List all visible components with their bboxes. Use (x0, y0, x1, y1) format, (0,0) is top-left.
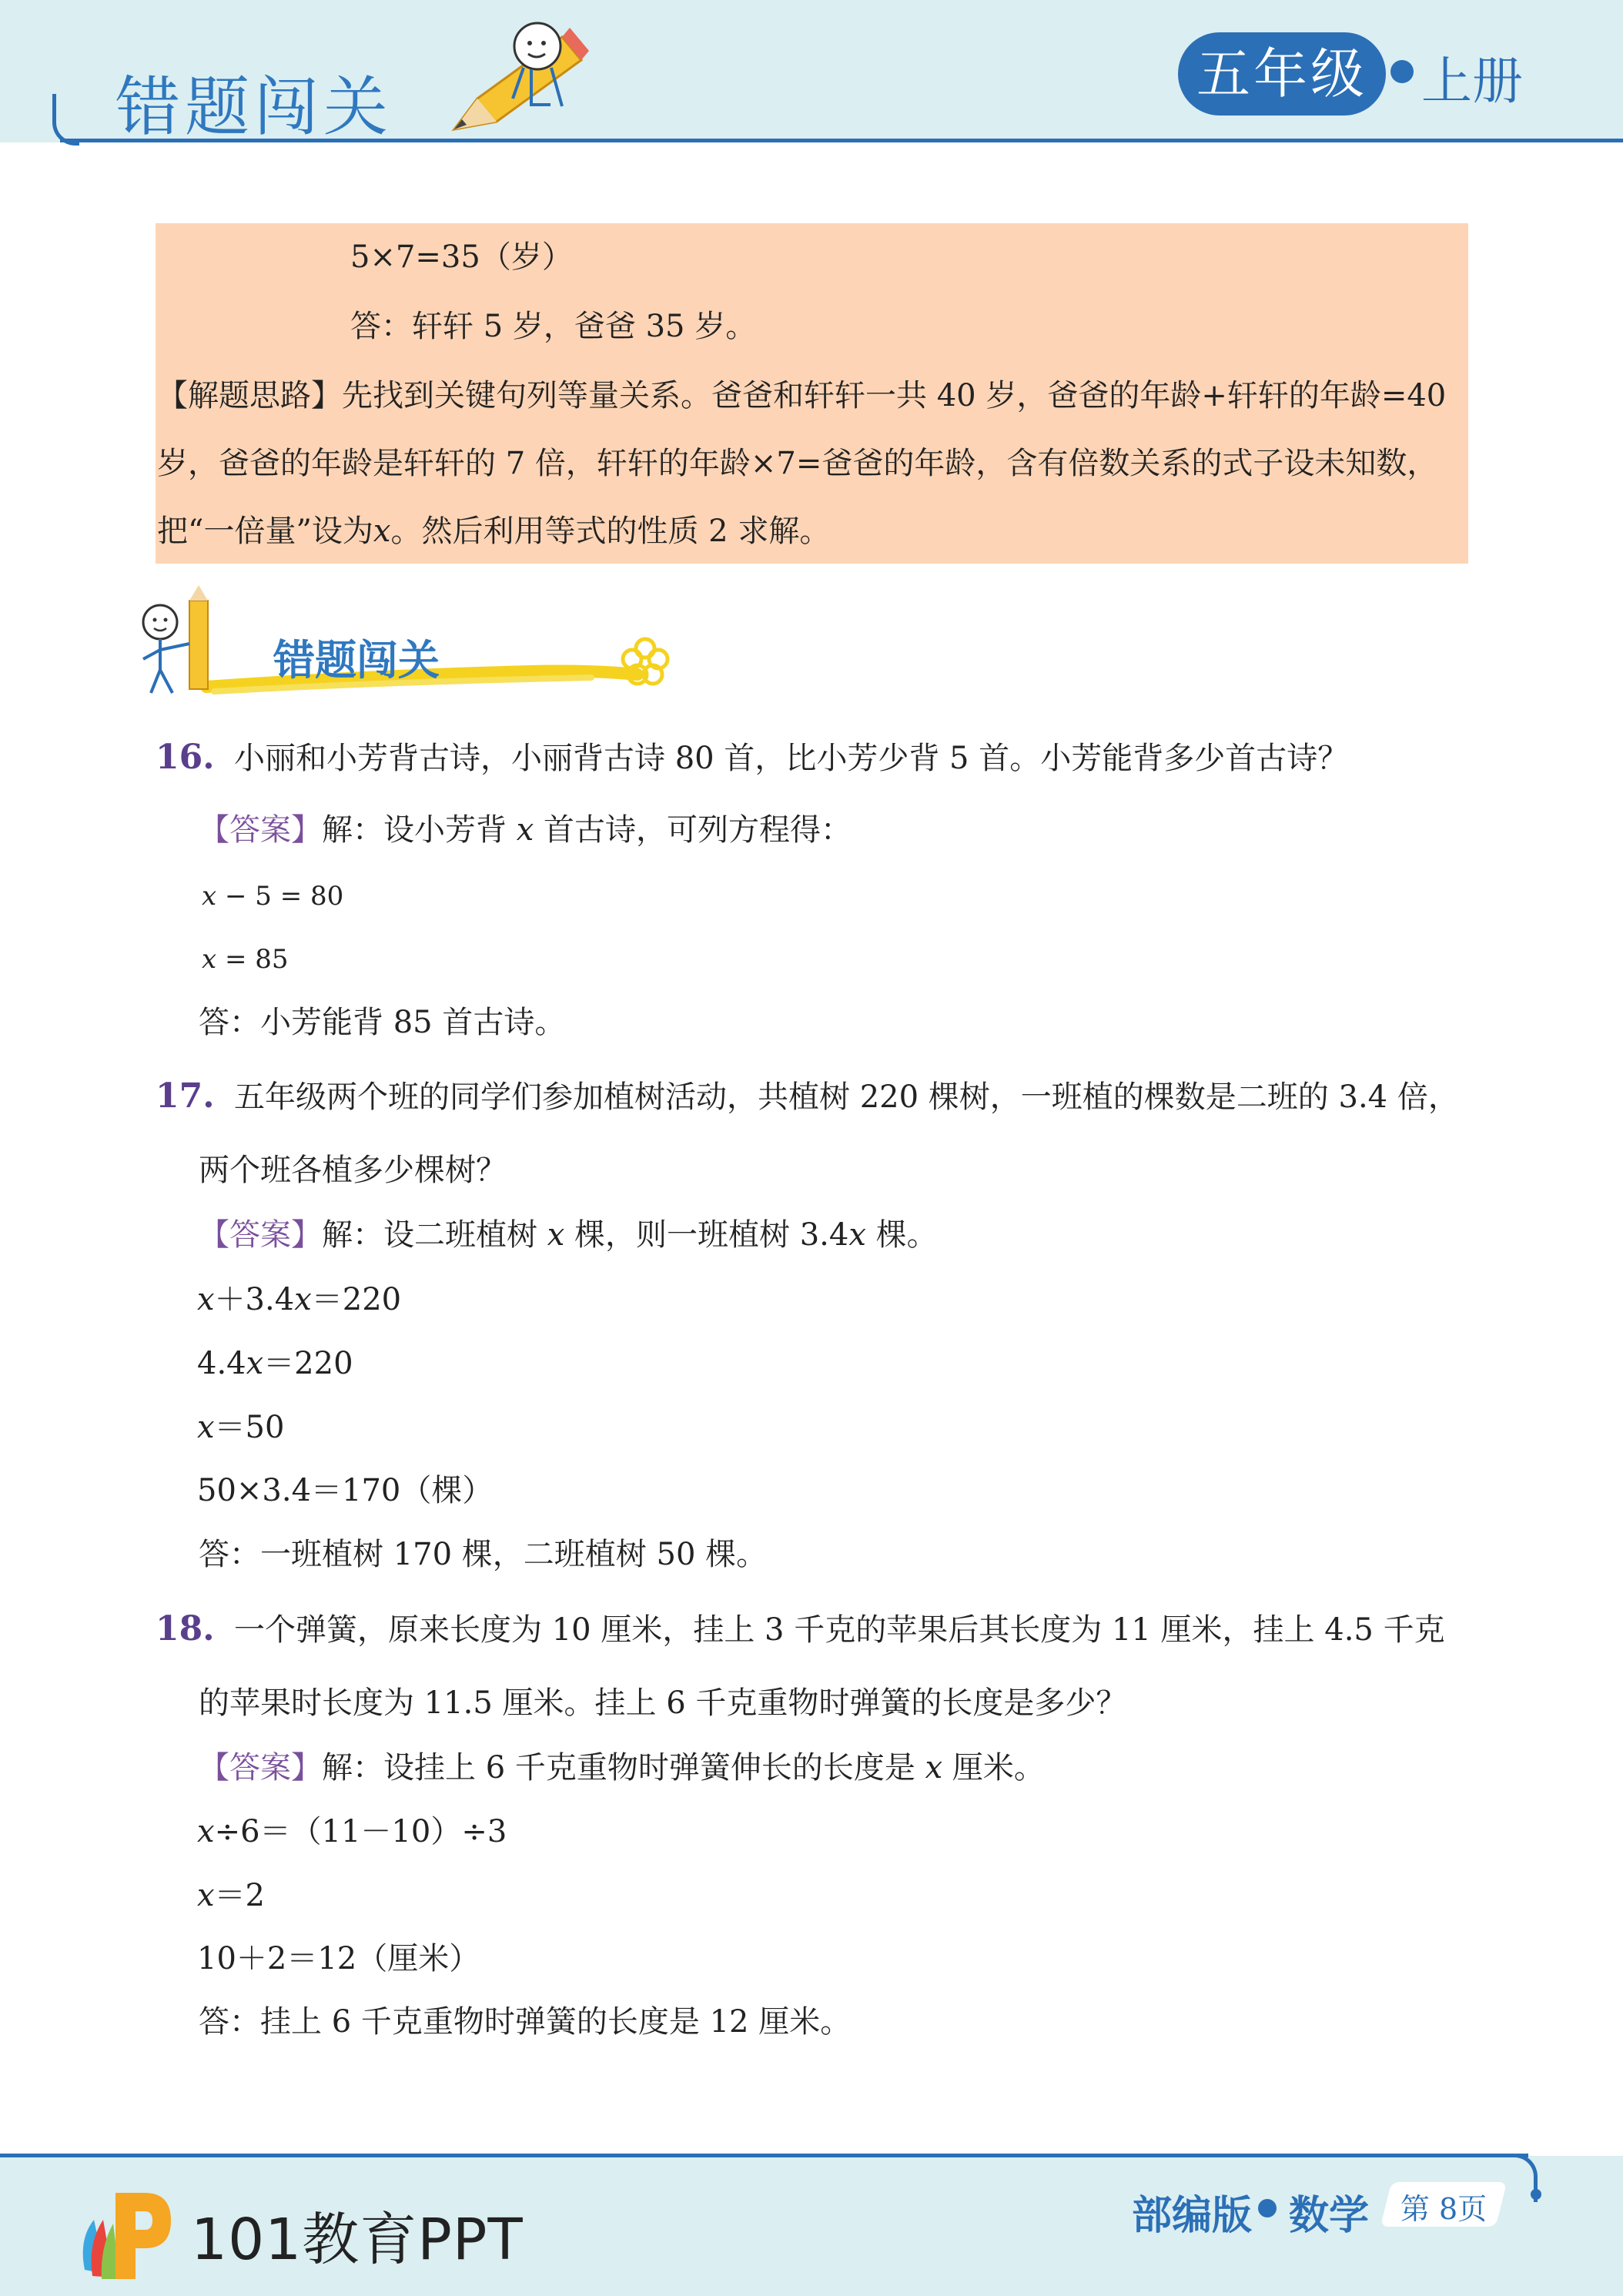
variable-x: x (848, 1217, 866, 1253)
answer-tag: 【答案】 (199, 1217, 322, 1253)
variable-x: x (925, 1750, 943, 1786)
explanation-thinking-line1: 【解题思路】先找到关键句列等量关系。爸爸和轩轩一共 40 岁，爸爸的年龄+轩轩的年龄=40 (157, 378, 1447, 413)
question-number: 18. (156, 1609, 215, 1648)
equation-17-step3 (197, 1407, 284, 1448)
variable-x: x (197, 1410, 215, 1445)
conclusion-16: 答：小芳能背 85 首古诗。 (199, 1005, 566, 1040)
question-16 (156, 738, 1348, 778)
equation-18-step3: 10＋2＝12（厘米） (197, 1941, 480, 1976)
question-text: 一个弹簧，原来长度为 10 厘米，挂上 3 千克的苹果后其长度为 11 厘米，挂上 4.5 千克 (234, 1612, 1445, 1648)
equation-18-step2 (197, 1876, 265, 1916)
question-18 (156, 1609, 1445, 1650)
explanation-calc: 5×7=35（岁） (350, 239, 573, 275)
text-span: = 85 (216, 944, 289, 975)
text-span: ＝50 (214, 1410, 285, 1445)
text-span: 把“一倍量”设为 (157, 514, 373, 549)
question-number: 17. (156, 1076, 215, 1116)
explanation-thinking-line3 (157, 511, 830, 551)
text-span: 棵，则一班植树 3.4 (574, 1217, 849, 1253)
edition-dot-decoration (1258, 2199, 1277, 2217)
answer-tag: 【答案】 (199, 1750, 322, 1786)
equation-17-step2 (197, 1344, 353, 1384)
conclusion-18: 答：挂上 6 千克重物时弹簧的长度是 12 厘米。 (199, 2004, 852, 2040)
variable-x: x (516, 812, 534, 848)
text-span: 棵。 (875, 1217, 938, 1253)
text-span: − 5 = 80 (216, 881, 344, 912)
question-number: 16. (156, 738, 215, 777)
question-18-line2: 的苹果时长度为 11.5 厘米。挂上 6 千克重物时弹簧的长度是多少？ (199, 1685, 1127, 1721)
text-span: 4.4 (197, 1346, 246, 1381)
equation-18-step1 (197, 1812, 507, 1852)
answer-intro-18 (199, 1748, 1045, 1788)
text-span: 。然后利用等式的性质 2 求解。 (390, 514, 831, 549)
subject-label: 数学 (1289, 2193, 1370, 2239)
variable-x: x (547, 1217, 565, 1253)
explanation-answer: 答：轩轩 5 岁，爸爸 35 岁。 (350, 309, 757, 344)
section-title: 错题闯关 (273, 636, 440, 684)
equation-16-step2 (202, 939, 289, 979)
variable-x: x (294, 1282, 312, 1317)
text-span: ÷6＝（11－10）÷3 (214, 1814, 507, 1849)
explanation-thinking-line2: 岁，爸爸的年龄是轩轩的 7 倍，轩轩的年龄×7=爸爸的年龄，含有倍数关系的式子设未知数， (157, 446, 1438, 481)
variable-x: x (373, 514, 391, 549)
variable-x: x (202, 881, 217, 912)
variable-x: x (197, 1282, 215, 1317)
grade-badge: 五年级 (1178, 32, 1386, 115)
question-text: 小丽和小芳背古诗，小丽背古诗 80 首，比小芳少背 5 首。小芳能背多少首古诗？ (234, 741, 1349, 776)
text-span: ＝2 (214, 1878, 266, 1913)
header-title: 错题闯关 (115, 69, 393, 145)
variable-x: x (197, 1814, 215, 1849)
logo-p-icon (71, 2177, 179, 2285)
logo-text: 101教育PPT (191, 2207, 524, 2273)
answer-tag: 【答案】 (199, 812, 322, 848)
text-span: 解：设挂上 6 千克重物时弹簧伸长的长度是 (322, 1750, 915, 1786)
volume-label: 上册 (1421, 52, 1523, 111)
answer-intro-16 (199, 810, 852, 850)
conclusion-17: 答：一班植树 170 棵，二班植树 50 棵。 (199, 1537, 768, 1572)
edition-label: 部编版 (1132, 2193, 1253, 2239)
equation-16-step1 (202, 876, 343, 916)
question-17-line2: 两个班各植多少棵树？ (199, 1153, 507, 1188)
text-span: ＝220 (311, 1282, 402, 1317)
text-span: ＝220 (263, 1346, 353, 1381)
question-17 (156, 1076, 1459, 1117)
variable-x: x (197, 1878, 215, 1913)
variable-x: x (246, 1346, 264, 1381)
variable-x: x (202, 944, 217, 975)
equation-17-step4: 50×3.4＝170（棵） (197, 1473, 494, 1508)
question-text: 五年级两个班的同学们参加植树活动，共植树 220 棵树，一班植的棵数是二班的 3.4 倍， (234, 1079, 1459, 1115)
pencil-mascot-icon (447, 14, 601, 137)
answer-intro-17 (199, 1215, 938, 1255)
text-span: ＋3.4 (214, 1282, 295, 1317)
text-span: 解：设二班植树 (322, 1217, 537, 1253)
text-span: 厘米。 (952, 1750, 1045, 1786)
equation-17-step1 (197, 1280, 401, 1320)
footer-dot-decoration (1531, 2189, 1541, 2200)
page-number: 第 8页 (1400, 2192, 1487, 2226)
text-span: 解：设小芳背 (322, 812, 507, 848)
footer-divider (0, 2154, 1528, 2157)
grade-dot-decoration (1390, 60, 1414, 83)
text-span: 首古诗，可列方程得： (544, 812, 852, 848)
